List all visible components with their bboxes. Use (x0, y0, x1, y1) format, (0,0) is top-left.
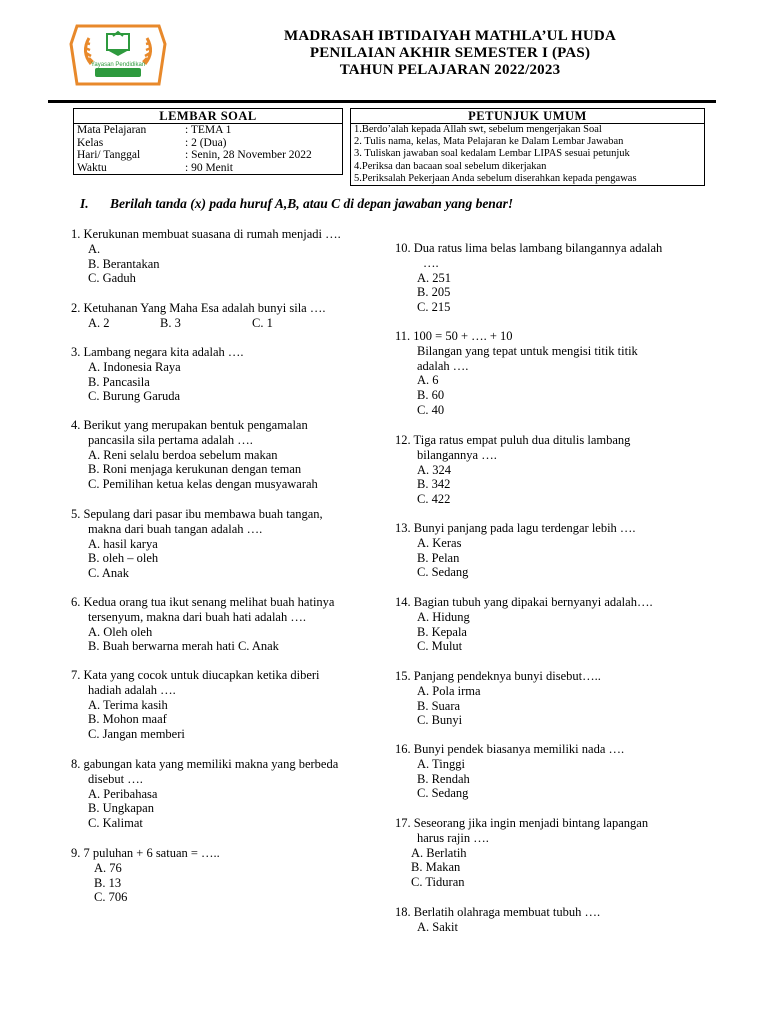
question-item (395, 329, 715, 418)
answer-option[interactable]: C. 1 (252, 315, 273, 330)
petunjuk-item: 1.Berdo’alah kepada Allah swt, sebelum mengerjakan Soal (354, 124, 602, 135)
school-name: MADRASAH IBTIDAIYAH MATHLA’UL HUDA (284, 28, 616, 44)
question-item (71, 301, 381, 331)
question-stem: 11. 100 = 50 + …. + 10 (395, 329, 513, 343)
section-number: I. (80, 196, 89, 211)
answer-option[interactable]: A. 2 (88, 315, 110, 330)
lembar-soal-title: LEMBAR SOAL (74, 109, 343, 124)
answer-option[interactable]: B. Ungkapan (88, 801, 154, 816)
answer-option[interactable]: B. 13 (94, 875, 122, 890)
logo-text: Yayasan Pendidikan (90, 62, 146, 68)
answer-option[interactable]: B. Makan (411, 860, 461, 875)
answer-option[interactable]: B. Suara (417, 698, 461, 713)
question-item (395, 595, 715, 654)
answer-option[interactable]: C. Burung Garuda (88, 389, 180, 404)
lembar-soal-body (74, 124, 343, 175)
question-stem-continued: …. (423, 255, 439, 270)
question-stem: 8. gabungan kata yang memiliki makna yang berbeda (71, 757, 339, 771)
question-stem: 3. Lambang negara kita adalah …. (71, 345, 244, 359)
question-stem-continued: makna dari buah tangan adalah …. (88, 521, 263, 536)
answer-option[interactable]: B. Rendah (417, 771, 470, 786)
instruction-text: Berilah tanda (x) pada huruf A,B, atau C di depan jawaban yang benar! (110, 196, 514, 211)
question-stem-continued: disebut …. (88, 771, 143, 786)
answer-option[interactable]: A. Sakit (417, 919, 458, 934)
question-stem-continued: tersenyum, makna dari buah hati adalah …. (88, 609, 306, 624)
question-item (71, 757, 381, 831)
answer-option[interactable]: A. Peribahasa (88, 786, 158, 801)
answer-option[interactable]: C. 422 (417, 492, 451, 507)
answer-option[interactable]: B. Buah berwarna merah hati C. Anak (88, 639, 279, 654)
answer-option[interactable]: B. Pancasila (88, 374, 150, 389)
answer-option[interactable]: B. oleh – oleh (88, 551, 159, 566)
question-stem: 2. Ketuhanan Yang Maha Esa adalah bunyi sila …. (71, 301, 326, 315)
meta-row: Mata Pelajaran : TEMA 1 (77, 124, 232, 136)
answer-option[interactable]: A. Tinggi (417, 756, 465, 771)
section-instruction (80, 196, 513, 212)
answer-option[interactable]: B. 3 (160, 315, 181, 330)
answer-option[interactable]: C. 40 (417, 402, 445, 417)
lembar-soal-table (73, 108, 343, 175)
answer-option[interactable]: A. Indonesia Raya (88, 359, 181, 374)
answer-option[interactable]: C. 215 (417, 300, 451, 315)
question-stem: 4. Berikut yang merupakan bentuk pengamalan (71, 418, 308, 432)
question-item (71, 345, 381, 404)
question-item (395, 905, 715, 935)
answer-option[interactable]: C. Pemilihan ketua kelas dengan musyawarah (88, 477, 318, 492)
answer-option[interactable]: C. Sedang (417, 565, 469, 580)
answer-option[interactable]: B. Pelan (417, 550, 460, 565)
answer-option[interactable]: C. Bunyi (417, 713, 463, 728)
answer-option[interactable]: A. 251 (417, 270, 452, 285)
answer-option[interactable]: B. 205 (417, 285, 451, 300)
answer-option[interactable]: B. Mohon maaf (88, 712, 167, 727)
question-stem: 17. Seseorang jika ingin menjadi bintang lapangan (395, 816, 649, 830)
question-stem: 18. Berlatih olahraga membuat tubuh …. (395, 905, 601, 919)
answer-option[interactable]: A. Terima kasih (88, 697, 168, 712)
answer-option[interactable]: A. Keras (417, 535, 462, 550)
question-item (395, 521, 715, 580)
question-stem: 1. Kerukunan membuat suasana di rumah menjadi …. (71, 227, 341, 241)
question-stem-continued: Bilangan yang tepat untuk mengisi titik titik (417, 343, 638, 358)
answer-option[interactable]: C. 706 (94, 890, 128, 905)
answer-option[interactable]: A. Pola irma (417, 683, 481, 698)
meta-row: Waktu : 90 Menit (77, 161, 233, 174)
question-stem-continued: pancasila sila pertama adalah …. (88, 432, 253, 447)
question-stem-continued: hadiah adalah …. (88, 682, 176, 697)
meta-row: Kelas : 2 (Dua) (77, 136, 227, 149)
question-stem: 6. Kedua orang tua ikut senang melihat buah hatinya (71, 595, 335, 609)
answer-option[interactable]: A. 324 (417, 462, 452, 477)
question-stem: 5. Sepulang dari pasar ibu membawa buah tangan, (71, 507, 323, 521)
question-stem: 15. Panjang pendeknya bunyi disebut….. (395, 669, 601, 683)
question-item (395, 669, 715, 728)
petunjuk-item: 4.Periksa dan bacaan soal sebelum dikerjakan (354, 160, 547, 172)
answer-option[interactable]: A. 76 (94, 860, 122, 875)
answer-option[interactable]: B. 60 (417, 388, 445, 403)
answer-option[interactable]: A. 6 (417, 373, 439, 388)
question-stem: 10. Dua ratus lima belas lambang bilangannya adalah (395, 241, 663, 255)
question-item (395, 816, 715, 890)
petunjuk-body (351, 124, 705, 186)
question-item (71, 846, 381, 905)
question-item (71, 595, 381, 654)
question-stem-continued: adalah …. (417, 358, 469, 373)
document-header (170, 28, 730, 79)
inline-options (71, 316, 381, 331)
petunjuk-item: 5.Periksalah Pekerjaan Anda sebelum diserahkan kepada pengawas (354, 172, 637, 184)
meta-row: Hari/ Tanggal : Senin, 28 November 2022 (77, 149, 312, 161)
answer-option[interactable]: B. Kepala (417, 624, 467, 639)
question-stem-continued: harus rajin …. (417, 830, 489, 845)
question-stem: 14. Bagian tubuh yang dipakai bernyanyi adalah…. (395, 595, 653, 609)
question-item (71, 507, 381, 581)
question-stem: 7. Kata yang cocok untuk diucapkan ketika diberi (71, 668, 320, 682)
header-divider (48, 100, 716, 103)
answer-option[interactable]: A. Reni selalu berdoa sebelum makan (88, 447, 278, 462)
answer-option[interactable]: C. Tiduran (411, 875, 465, 890)
answer-option[interactable]: A. Oleh oleh (88, 624, 153, 639)
answer-option[interactable]: A. hasil karya (88, 536, 158, 551)
exam-title: PENILAIAN AKHIR SEMESTER I (PAS) (309, 45, 591, 61)
petunjuk-item: 3. Tuliskan jawaban soal kedalam Lembar LIPAS sesuai petunjuk (354, 148, 630, 160)
answer-option[interactable]: C. Sedang (417, 786, 469, 801)
answer-option[interactable]: C. Gaduh (88, 271, 136, 286)
answer-option[interactable]: A. (88, 241, 101, 256)
question-item (71, 668, 381, 742)
question-item (395, 742, 715, 801)
answer-option[interactable]: B. Roni menjaga kerukunan dengan teman (88, 462, 302, 477)
question-stem-continued: bilangannya …. (417, 447, 497, 462)
school-logo (69, 24, 167, 86)
petunjuk-title: PETUNJUK UMUM (351, 109, 705, 124)
answer-option[interactable]: C. Anak (88, 566, 129, 581)
academic-year: TAHUN PELAJARAN 2022/2023 (339, 62, 561, 78)
answer-option[interactable]: C. Jangan memberi (88, 727, 185, 742)
answer-option[interactable]: A. Berlatih (411, 845, 467, 860)
question-item (395, 433, 715, 507)
question-item (71, 227, 381, 286)
petunjuk-umum-table (350, 108, 705, 186)
answer-option[interactable]: C. Kalimat (88, 816, 143, 831)
petunjuk-item: 2. Tulis nama, kelas, Mata Pelajaran ke Dalam Lembar Jawaban (354, 136, 624, 148)
question-stem: 16. Bunyi pendek biasanya memiliki nada …. (395, 742, 625, 756)
answer-option[interactable]: B. Berantakan (88, 256, 160, 271)
answer-option[interactable]: A. Hidung (417, 609, 470, 624)
question-item (71, 418, 381, 492)
question-stem: 12. Tiga ratus empat puluh dua ditulis lambang (395, 433, 631, 447)
question-stem: 9. 7 puluhan + 6 satuan = ….. (71, 846, 220, 860)
question-stem: 13. Bunyi panjang pada lagu terdengar lebih …. (395, 521, 636, 535)
answer-option[interactable]: C. Mulut (417, 639, 463, 654)
question-item (395, 241, 715, 315)
answer-option[interactable]: B. 342 (417, 477, 451, 492)
logo-emblem-icon (69, 24, 167, 86)
